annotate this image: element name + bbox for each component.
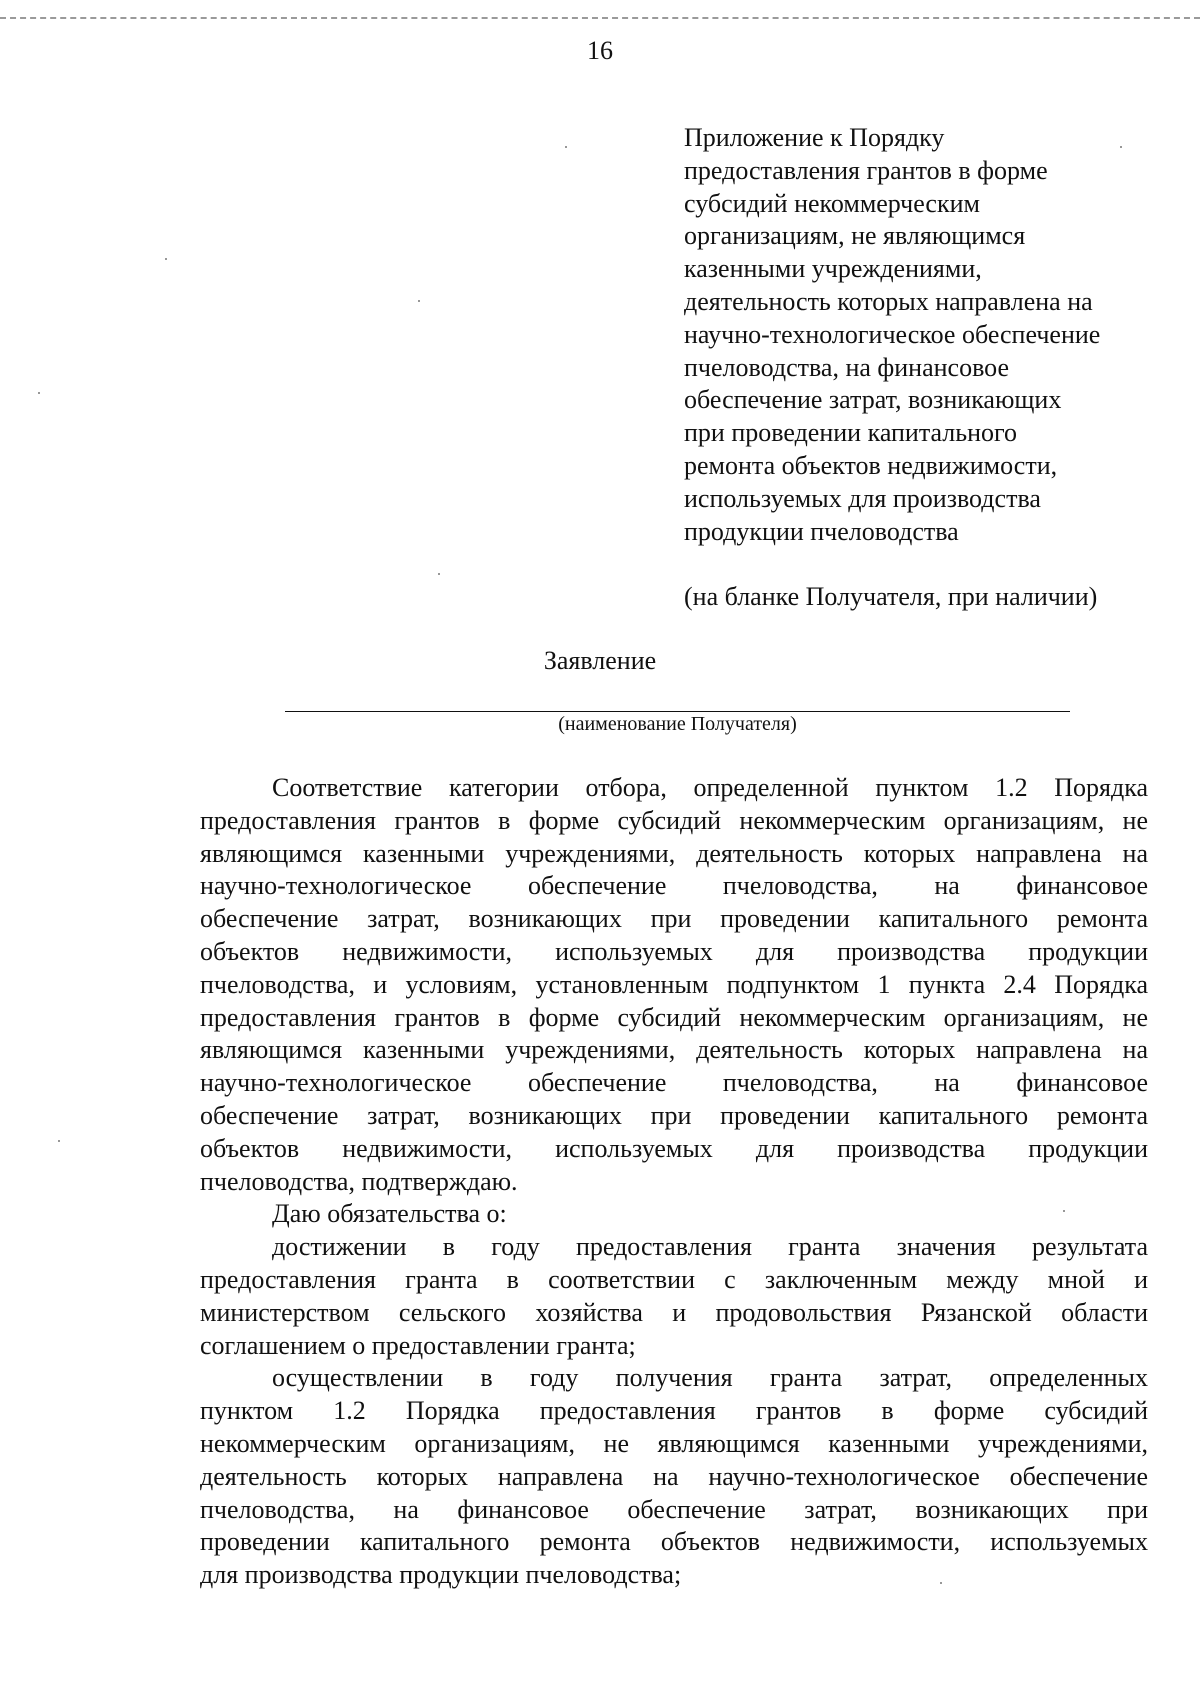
statement-body xyxy=(200,772,1148,1592)
body-line: объектов недвижимости, используемых для производства продукции xyxy=(200,936,1148,966)
appendix-line: организациям, не являющимся xyxy=(684,221,1026,251)
body-line: обеспечение затрат, возникающих при проведении капитального ремонта xyxy=(200,1100,1148,1130)
appendix-line: ремонта объектов недвижимости, xyxy=(684,450,1058,480)
scan-speck xyxy=(38,392,40,394)
appendix-line: деятельность которых направлена на xyxy=(684,286,1093,316)
scan-speck xyxy=(565,146,567,148)
appendix-line: казенными учреждениями, xyxy=(684,254,982,284)
appendix-line: предоставления грантов в форме xyxy=(684,155,1048,185)
commitments-intro: Даю обязательства о: xyxy=(272,1199,507,1229)
scan-speck xyxy=(418,300,420,302)
body-line: для производства продукции пчеловодства; xyxy=(200,1560,682,1590)
body-line: пунктом 1.2 Порядка предоставления грантов в форме субсидий xyxy=(200,1396,1148,1426)
body-line: являющимся казенными учреждениями, деятельность которых направлена на xyxy=(200,1035,1148,1065)
appendix-line: научно-технологическое обеспечение xyxy=(684,319,1101,349)
scan-speck xyxy=(58,1140,60,1142)
body-line: предоставления грантов в форме субсидий некоммерческим организациям, не xyxy=(200,1002,1148,1032)
scan-speck xyxy=(940,1582,942,1584)
appendix-line: субсидий некоммерческим xyxy=(684,188,980,218)
scan-speck xyxy=(1120,146,1122,148)
body-line: деятельность которых направлена на научно-технологическое обеспечение xyxy=(200,1461,1148,1491)
body-line: достижении в году предоставления гранта значения результата xyxy=(272,1232,1148,1262)
body-line: некоммерческим организациям, не являющимся казенными учреждениями, xyxy=(200,1428,1148,1458)
body-line: научно-технологическое обеспечение пчеловодства, на финансовое xyxy=(200,871,1148,901)
appendix-line: пчеловодства, на финансовое xyxy=(684,352,1010,382)
appendix-header xyxy=(684,122,1164,548)
page-number: 16 xyxy=(587,36,613,65)
scan-speck xyxy=(165,258,167,260)
body-line: являющимся казенными учреждениями, деятельность которых направлена на xyxy=(200,838,1148,868)
body-line: обеспечение затрат, возникающих при проведении капитального ремонта xyxy=(200,904,1148,934)
appendix-line: обеспечение затрат, возникающих xyxy=(684,385,1062,415)
letterhead-note: (на бланке Получателя, при наличии) xyxy=(684,582,1098,611)
appendix-line: продукции пчеловодства xyxy=(684,516,959,546)
recipient-name-line xyxy=(285,711,1070,712)
body-line: научно-технологическое обеспечение пчеловодства, на финансовое xyxy=(200,1068,1148,1098)
scan-top-rule xyxy=(0,17,1200,19)
body-line: предоставления грантов в форме субсидий некоммерческим организациям, не xyxy=(200,805,1148,835)
scan-speck xyxy=(1063,1210,1065,1212)
body-line: пчеловодства, на финансовое обеспечение затрат, возникающих при xyxy=(200,1494,1148,1524)
appendix-line: используемых для производства xyxy=(684,483,1041,513)
appendix-line: при проведении капитального xyxy=(684,418,1018,448)
body-line: министерством сельского хозяйства и продовольствия Рязанской области xyxy=(200,1297,1148,1327)
body-line: пчеловодства, подтверждаю. xyxy=(200,1166,518,1196)
body-line: Соответствие категории отбора, определенной пунктом 1.2 Порядка xyxy=(272,773,1148,802)
body-line: осуществлении в году получения гранта затрат, определенных xyxy=(272,1363,1148,1393)
body-line: пчеловодства, и условиям, установленным подпунктом 1 пункта 2.4 Порядка xyxy=(200,969,1148,999)
body-line: предоставления гранта в соответствии с заключенным между мной и xyxy=(200,1264,1148,1294)
document-title: Заявление xyxy=(543,646,657,675)
body-line: соглашением о предоставлении гранта; xyxy=(200,1330,636,1360)
body-line: объектов недвижимости, используемых для производства продукции xyxy=(200,1133,1148,1163)
scan-speck xyxy=(438,573,440,575)
recipient-name-caption: (наименование Получателя) xyxy=(558,713,797,735)
body-line: проведении капитального ремонта объектов недвижимости, используемых xyxy=(200,1527,1148,1557)
appendix-line: Приложение к Порядку xyxy=(684,123,945,152)
